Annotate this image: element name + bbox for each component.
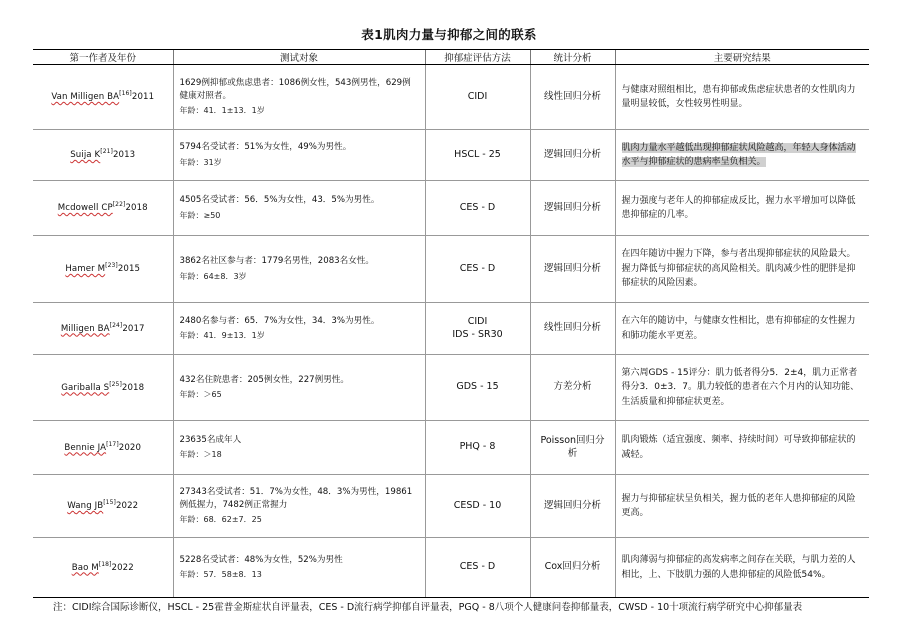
subjects-text: 3862名社区参与者：1779名男性，2083名女性。	[179, 256, 375, 267]
subjects-text: 1629例抑郁或焦虑患者：1086例女性，543例男性，629例健康对照者。	[179, 78, 411, 101]
reference-number: [22]	[112, 201, 126, 209]
stats-cell: 逻辑回归分析	[530, 475, 615, 538]
result-text: 握力强度与老年人的抑郁症成反比，握力水平增加可以降低患抑郁症的几率。	[621, 195, 856, 220]
reference-number: [16]	[119, 90, 132, 98]
author-name: Bennie JA	[64, 442, 107, 453]
result-text: 在六年的随访中，与健康女性相比，患有抑郁症的女性握力和肺功能水平更差。	[621, 316, 856, 341]
subjects-cell	[173, 181, 425, 236]
subjects-text: 5228名受试者：48%为女性，52%为男性	[179, 554, 343, 565]
publication-year: 2015	[117, 264, 141, 275]
header-depression-method: 抑郁症评估方法	[425, 50, 530, 65]
table-row	[33, 236, 869, 303]
publication-year: 2018	[125, 203, 148, 214]
method-cell: CIDI	[425, 65, 530, 130]
author-year-cell	[33, 65, 173, 130]
table-footnote: 注：CIDI综合国际诊断仪，HSCL - 25霍普金斯症状自评量表，CES - D流行病学抑郁自评量表，PGQ - 8八项个人健康问卷抑郁量表，CWSD - 10十项流行病学研究中心抑郁量表	[53, 602, 803, 613]
stats-cell: 方差分析	[530, 355, 615, 421]
publication-year: 2022	[115, 501, 139, 512]
subjects-cell	[173, 421, 425, 475]
stats-cell: 逻辑回归分析	[530, 130, 615, 181]
table-row	[33, 475, 869, 538]
publication-year: 2020	[118, 442, 142, 453]
table-header	[33, 50, 869, 65]
stats-cell: 逻辑回归分析	[530, 181, 615, 236]
stats-cell: 逻辑回归分析	[530, 236, 615, 303]
result-text: 第六周GDS - 15评分：肌力低者得分5．2±4，肌力正常者得分3．0±3．7。肌力较低的患者在六个月内的认知功能、生活质量和抑郁症状更差。	[621, 367, 859, 407]
method-cell	[425, 303, 530, 355]
author-year-cell	[33, 130, 173, 181]
subjects-cell	[173, 65, 425, 130]
header-row	[33, 50, 869, 65]
studies-table	[33, 49, 869, 598]
subjects-text: 23635名成年人	[179, 434, 242, 445]
result-cell	[615, 355, 869, 421]
author-year-cell	[33, 538, 173, 598]
table-row	[33, 538, 869, 598]
publication-year: 2011	[131, 92, 155, 103]
publication-year: 2022	[111, 562, 134, 573]
result-text: 肌肉薄弱与抑郁症的高发病率之间存在关联，与肌力差的人相比，上、下肢肌力强的人患抑郁症的风险低54%。	[621, 555, 856, 580]
author-name: Mcdowell CP	[57, 203, 113, 214]
author-year-cell	[33, 236, 173, 303]
table-row	[33, 65, 869, 130]
result-text: 在四年随访中握力下降，参与者出现抑郁症状的风险最大。握力降低与抑郁症状的高风险相关。肌肉减少性的肥胖是抑郁症状的风险因素。	[621, 249, 856, 289]
subjects-cell	[173, 236, 425, 303]
reference-number: [18]	[98, 560, 112, 568]
table-row	[33, 421, 869, 475]
stats-cell: Poisson回归分析	[530, 421, 615, 475]
result-text: 肌肉力量水平越低出现抑郁症状风险越高，年轻人身体活动水平与抑郁症状的患病率呈负相关。	[621, 142, 856, 167]
result-cell	[615, 475, 869, 538]
author-name: Wang JB	[67, 501, 104, 512]
author-year-cell	[33, 475, 173, 538]
table-row	[33, 130, 869, 181]
subjects-text: 5794名受试者：51%为女性，49%为男性。	[179, 142, 352, 153]
subjects-age: 年龄：68．62±7．25	[179, 515, 262, 525]
subjects-text: 27343名受试者：51．7%为女性，48．3%为男性，19861例低握力，7482例正常握力	[179, 487, 413, 510]
subjects-cell	[173, 475, 425, 538]
publication-year: 2013	[112, 150, 136, 161]
subjects-age: 年龄：64±8．3岁	[179, 271, 247, 281]
reference-number: [24]	[109, 321, 123, 329]
reference-number: [23]	[105, 262, 118, 270]
subjects-cell	[173, 303, 425, 355]
method-primary: CIDI	[467, 315, 488, 327]
method-cell: CES - D	[425, 181, 530, 236]
author-year-cell	[33, 303, 173, 355]
table-caption: 表1肌肉力量与抑郁之间的联系	[361, 27, 537, 42]
subjects-age: 年龄：41．1±13．1岁	[179, 106, 265, 116]
result-cell	[615, 65, 869, 130]
author-name: Milligen BA	[60, 323, 110, 334]
subjects-age: 年龄：41．9±13．1岁	[179, 331, 265, 341]
subjects-cell	[173, 130, 425, 181]
method-cell: CESD - 10	[425, 475, 530, 538]
header-statistics: 统计分析	[530, 50, 615, 65]
author-name: Bao M	[71, 562, 99, 573]
reference-number: [25]	[109, 380, 122, 388]
subjects-age: 年龄：57．58±8．13	[179, 570, 262, 580]
subjects-age: 年龄：≥50	[179, 210, 221, 220]
author-name: Van Milligen BA	[51, 92, 120, 103]
author-name: Suija K	[70, 150, 101, 161]
method-cell: GDS - 15	[425, 355, 530, 421]
publication-year: 2017	[122, 323, 145, 334]
reference-number: [17]	[106, 440, 119, 448]
reference-number: [15]	[103, 499, 116, 507]
method-cell: CES - D	[425, 538, 530, 598]
stats-cell: 线性回归分析	[530, 303, 615, 355]
result-cell	[615, 236, 869, 303]
reference-number: [21]	[100, 148, 113, 156]
subjects-age: 年龄：31岁	[179, 157, 222, 167]
author-name: Gariballa S	[61, 382, 110, 393]
header-main-results: 主要研究结果	[615, 50, 869, 65]
subjects-text: 4505名受试者：56．5%为女性，43．5%为男性。	[179, 195, 380, 206]
result-cell	[615, 538, 869, 598]
result-cell	[615, 303, 869, 355]
method-secondary: IDS - SR30	[452, 328, 503, 340]
result-text: 握力与抑郁症状呈负相关，握力低的老年人患抑郁症的风险更高。	[621, 493, 856, 518]
table-row	[33, 181, 869, 236]
result-cell	[615, 130, 869, 181]
subjects-cell	[173, 355, 425, 421]
result-text: 肌肉锻炼（适宜强度、频率、持续时间）可导致抑郁症状的减轻。	[621, 435, 856, 460]
author-year-cell	[33, 181, 173, 236]
table-row	[33, 303, 869, 355]
result-cell	[615, 421, 869, 475]
subjects-text: 2480名参与者：65．7%为女性，34．3%为男性。	[179, 315, 380, 326]
subjects-cell	[173, 538, 425, 598]
subjects-age: 年龄：＞65	[179, 390, 222, 400]
header-author-year: 第一作者及年份	[33, 50, 173, 65]
stats-cell: Cox回归分析	[530, 538, 615, 598]
result-text: 与健康对照组相比，患有抑郁或焦虑症状患者的女性肌肉力量明显较低，女性较男性明显。	[621, 84, 856, 109]
method-cell: HSCL - 25	[425, 130, 530, 181]
method-cell: CES - D	[425, 236, 530, 303]
subjects-text: 432名住院患者：205例女性，227例男性。	[179, 374, 350, 385]
header-subjects: 测试对象	[173, 50, 425, 65]
author-year-cell	[33, 355, 173, 421]
subjects-age: 年龄：＞18	[179, 450, 222, 460]
author-name: Hamer M	[65, 264, 106, 275]
publication-year: 2018	[121, 382, 145, 393]
method-cell: PHQ - 8	[425, 421, 530, 475]
result-cell	[615, 181, 869, 236]
table-row	[33, 355, 869, 421]
stats-cell: 线性回归分析	[530, 65, 615, 130]
author-year-cell	[33, 421, 173, 475]
table-body	[33, 65, 869, 598]
